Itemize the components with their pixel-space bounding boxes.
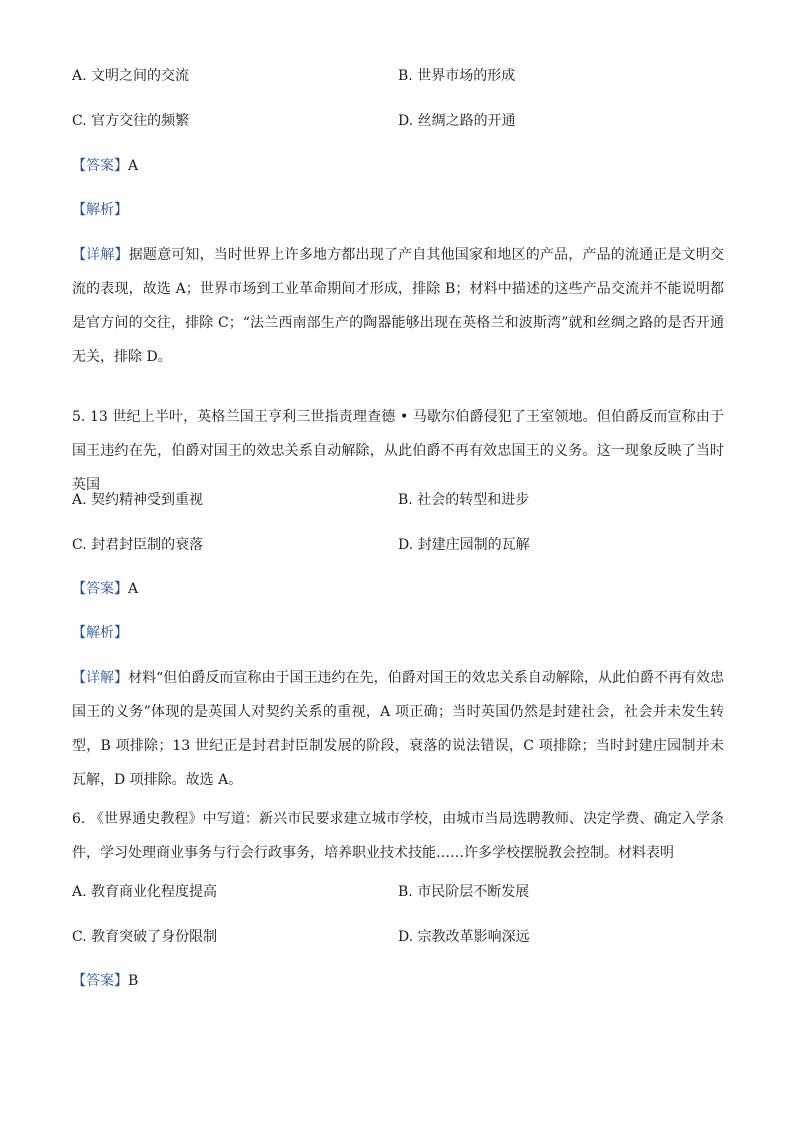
q4-option-c: C. 官方交往的频繁 [72, 113, 190, 129]
q4-answer-line [72, 156, 138, 176]
q5-detail-paragraph [72, 661, 724, 797]
q5-option-d: D. 封建庄园制的瓦解 [398, 537, 530, 553]
q4-detail-tag: 【详解】 [72, 247, 129, 263]
q6-option-b: B. 市民阶层不断发展 [398, 884, 530, 900]
q5-answer-tag: 【答案】 [72, 581, 128, 597]
q4-detail-paragraph [72, 238, 724, 374]
q6-option-c: C. 教育突破了身份限制 [72, 929, 218, 945]
q6-answer-line [72, 971, 138, 991]
q6-answer-tag: 【答案】 [72, 973, 128, 989]
q4-answer-value: A [128, 158, 139, 174]
q4-option-a: A. 文明之间的交流 [72, 68, 190, 84]
q5-detail-text: 材料“但伯爵反而宣称由于国王违约在先，伯爵对国王的效忠关系自动解除，从此伯爵不再有效忠国王的义务”体现的是英国人对契约关系的重视，A 项正确；当时英国仍然是封建社会，社会并未发生转型，B 项排除；13 世纪正是封君封臣制发展的阶段，衰落的说法错误，C 项排除；当时封建庄园制并未瓦解，D 项排除。故选 A。 [72, 670, 725, 788]
q5-analysis-line [72, 623, 128, 643]
q5-stem: 5. 13 世纪上半叶，英格兰国王亨利三世指责理查德 • 马歇尔伯爵侵犯了王室领地。但伯爵反而宣称由于国王违约在先，伯爵对国王的效忠关系自动解除，从此伯爵不再有效忠国王的义务。这一现象反映了当时英国 [72, 409, 724, 493]
q5-answer-line [72, 579, 138, 599]
q4-option-d: D. 丝绸之路的开通 [398, 113, 516, 129]
q4-analysis-tag: 【解析】 [72, 202, 128, 218]
q4-option-b: B. 世界市场的形成 [398, 68, 516, 84]
q5-analysis-tag: 【解析】 [72, 625, 128, 641]
q6-option-d: D. 宗教改革影响深远 [398, 929, 530, 945]
q6-option-a: A. 教育商业化程度提高 [72, 884, 218, 900]
q6-answer-value: B [128, 973, 139, 989]
q4-answer-tag: 【答案】 [72, 158, 128, 174]
q5-option-c: C. 封君封臣制的衰落 [72, 537, 204, 553]
q4-analysis-line [72, 200, 128, 220]
q5-answer-value: A [128, 581, 139, 597]
q6-stem: 6. 《世界通史教程》中写道：新兴市民要求建立城市学校，由城市当局选聘教师、决定学费、确定入学条件，学习处理商业事务与行会行政事务，培养职业技术技能……许多学校摆脱教会控制。材料表明 [72, 811, 724, 861]
q4-detail-text: 据题意可知，当时世界上许多地方都出现了产自其他国家和地区的产品，产品的流通正是文明交流的表现，故选 A；世界市场到工业革命期间才形成，排除 B；材料中描述的这些产品交流并不能说明都是官方间的交往，排除 C；“法兰西南部生产的陶器能够出现在英格兰和波斯湾”就和丝绸之路的是否开通无关，排除 D。 [72, 247, 725, 365]
q5-detail-tag: 【详解】 [72, 670, 129, 686]
q5-option-a: A. 契约精神受到重视 [72, 492, 204, 508]
q5-option-b: B. 社会的转型和进步 [398, 492, 530, 508]
